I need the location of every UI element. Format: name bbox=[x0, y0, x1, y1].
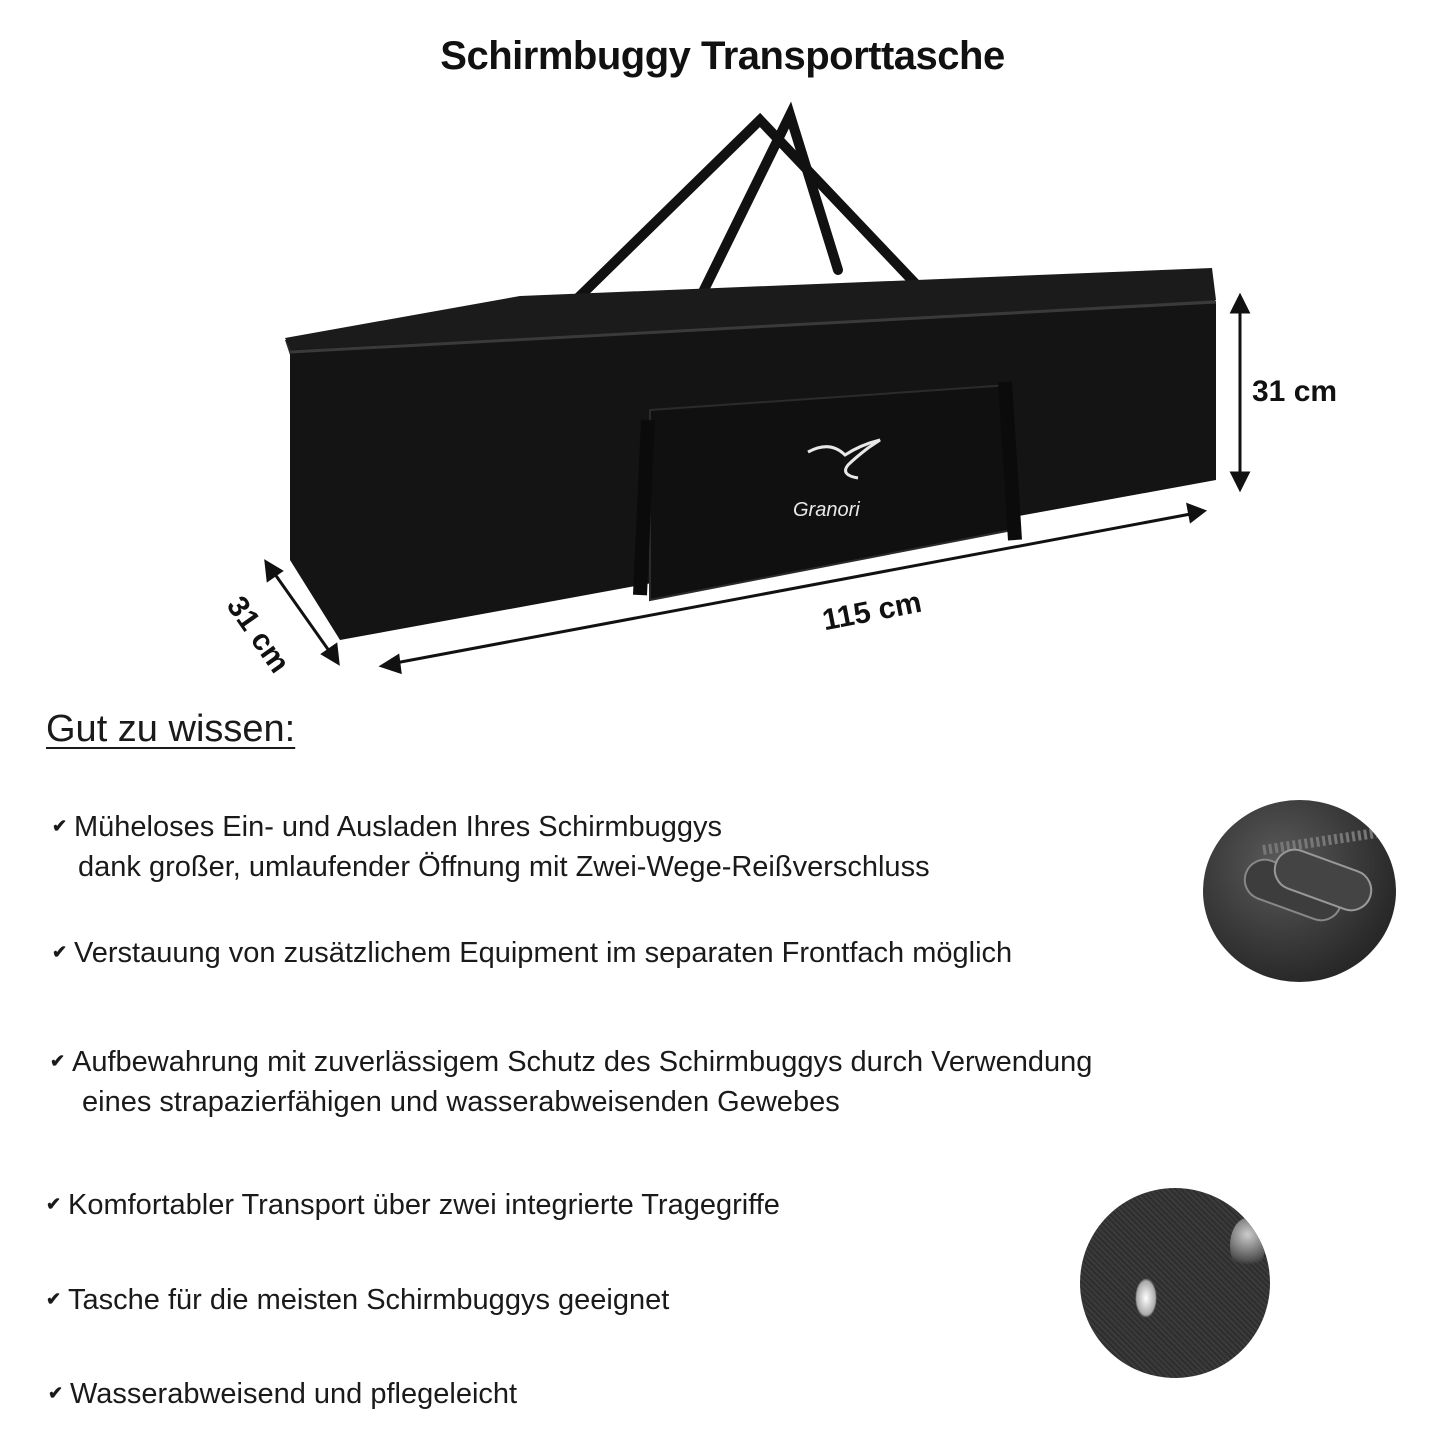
bag-illustration bbox=[0, 0, 1445, 700]
depth-dimension-label: 31 cm bbox=[220, 590, 296, 680]
check-icon: ✔ bbox=[46, 1194, 62, 1214]
section-heading: Gut zu wissen: bbox=[46, 708, 296, 750]
zipper-detail-image bbox=[1203, 800, 1396, 982]
feature-item: ✔ Wasserabweisend und pflegeleicht bbox=[48, 1373, 517, 1414]
check-icon: ✔ bbox=[46, 1289, 62, 1309]
check-icon: ✔ bbox=[50, 1051, 66, 1071]
feature-item: ✔ Aufbewahrung mit zuverlässigem Schutz des Schirmbuggys durch Verwendung eines strapazierfähigen und wasserabweisenden Gewebes bbox=[50, 1041, 1092, 1122]
check-icon: ✔ bbox=[52, 942, 68, 962]
brand-logo-text: Granori bbox=[793, 499, 860, 521]
feature-item: ✔ Verstauung von zusätzlichem Equipment im separaten Frontfach möglich bbox=[52, 932, 1012, 973]
fabric-detail-image bbox=[1080, 1188, 1270, 1378]
feature-item: ✔ Tasche für die meisten Schirmbuggys geeignet bbox=[46, 1279, 669, 1320]
feature-item: ✔ Müheloses Ein- und Ausladen Ihres Schirmbuggys dank großer, umlaufender Öffnung mit Zwei-Wege-Reißverschluss bbox=[52, 806, 930, 887]
check-icon: ✔ bbox=[52, 816, 68, 836]
feature-item: ✔ Komfortabler Transport über zwei integrierte Tragegriffe bbox=[46, 1184, 780, 1225]
height-dimension-label: 31 cm bbox=[1252, 375, 1338, 408]
page-title: Schirmbuggy Transporttasche bbox=[440, 34, 1005, 78]
check-icon: ✔ bbox=[48, 1383, 64, 1403]
length-dimension-label: 115 cm bbox=[819, 585, 925, 638]
